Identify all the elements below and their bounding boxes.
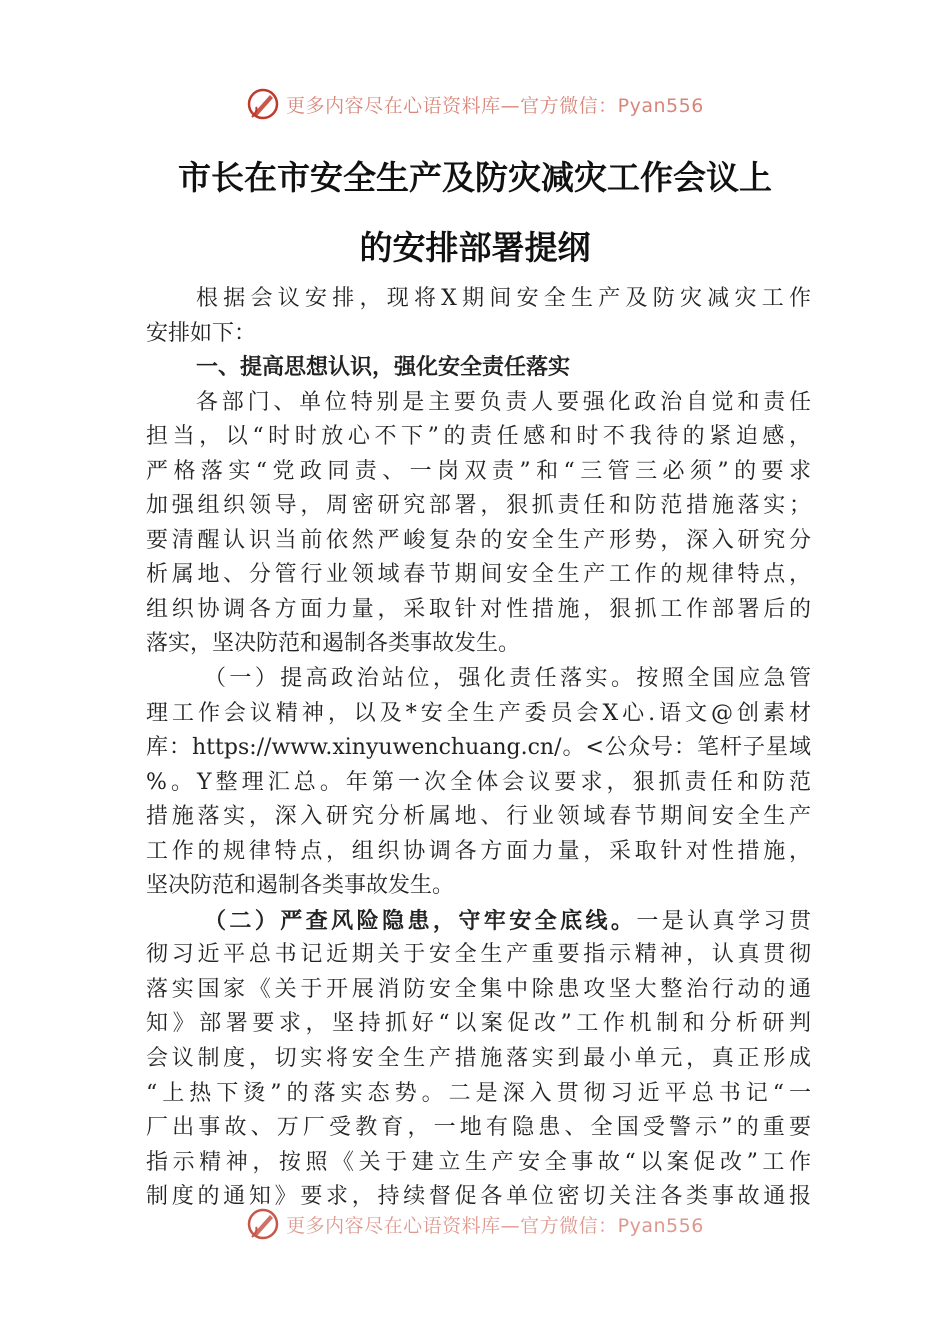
paragraph-line: 要清醒认识当前依然严峻复杂的安全生产形势，深入研究分 bbox=[146, 527, 811, 553]
paragraph-line: 加强组织领导，周密研究部署，狠抓责任和防范措施落实； bbox=[146, 493, 811, 519]
paragraph-line: 厂出事故、万厂受教育，一地有隐患、全国受警示”的重要 bbox=[146, 1115, 811, 1141]
paragraph-line: 会议制度，切实将安全生产措施落实到最小单元，真正形成 bbox=[146, 1046, 811, 1072]
section-heading: 一、提高思想认识，强化安全责任落实 bbox=[196, 355, 571, 381]
paragraph-line: （一）提高政治站位，强化责任落实。按照全国应急管 bbox=[204, 666, 811, 692]
paragraph-line: 落实，坚决防范和遏制各类事故发生。 bbox=[146, 631, 521, 657]
paragraph-line: %。Y整理汇总。年第一次全体会议要求，狠抓责任和防范 bbox=[146, 769, 811, 795]
paragraph-line: 指示精神，按照《关于建立生产安全事故“以案促改”工作 bbox=[146, 1149, 811, 1175]
pen-logo-icon bbox=[246, 1207, 280, 1241]
paragraph-line: 知》部署要求，坚持抓好“以案促改”工作机制和分析研判 bbox=[146, 1011, 811, 1037]
paragraph-line: 根据会议安排，现将X期间安全生产及防灾减灾工作 bbox=[196, 286, 811, 311]
document-title-line-2: 的安排部署提纲 bbox=[359, 228, 591, 267]
watermark-footer bbox=[0, 1204, 950, 1244]
paragraph-text: 一是认真学习贯 bbox=[636, 908, 811, 934]
paragraph-line: 工作的规律特点，组织协调各方面力量，采取针对性措施， bbox=[146, 838, 811, 864]
document-body bbox=[146, 282, 811, 1210]
watermark-text: 更多内容尽在心语资料库—官方微信：Pyan556 bbox=[286, 1214, 704, 1237]
subsection-heading: （二）严查风险隐患，守牢安全底线。 bbox=[204, 907, 637, 934]
paragraph-line: “上热下烫”的落实态势。二是深入贯彻习近平总书记“一 bbox=[146, 1080, 811, 1106]
paragraph-line: 析属地、分管行业领域春节期间安全生产工作的规律特点， bbox=[146, 562, 811, 588]
paragraph-line: 担当，以“时时放心不下”的责任感和时不我待的紧迫感， bbox=[146, 424, 811, 450]
paragraph-line: 落实国家《关于开展消防安全集中除患攻坚大整治行动的通 bbox=[146, 976, 811, 1002]
pen-logo-icon bbox=[246, 87, 280, 121]
paragraph-line: 坚决防范和遏制各类事故发生。 bbox=[146, 873, 455, 899]
paragraph-line: 组织协调各方面力量，采取针对性措施，狠抓工作部署后的 bbox=[146, 596, 811, 622]
paragraph-line: 严格落实“党政同责、一岗双责”和“三管三必须”的要求 bbox=[146, 458, 811, 484]
paragraph-line: 制度的通知》要求，持续督促各单位密切关注各类事故通报 bbox=[146, 1184, 811, 1210]
paragraph-line: 库：https://www.xinyuwenchuang.cn/。<公众号：笔杆子星域 bbox=[146, 735, 811, 761]
paragraph-line bbox=[146, 904, 811, 939]
watermark-header bbox=[0, 84, 950, 124]
paragraph-line: 理工作会议精神，以及*安全生产委员会X心.语文@创素材 bbox=[146, 700, 811, 726]
paragraph-line: 安排如下： bbox=[146, 320, 257, 346]
paragraph-line: 彻习近平总书记近期关于安全生产重要指示精神，认真贯彻 bbox=[146, 942, 811, 968]
document-title-line-1: 市长在市安全生产及防灾减灾工作会议上 bbox=[178, 158, 772, 197]
paragraph-line: 措施落实，深入研究分析属地、行业领域春节期间安全生产 bbox=[146, 804, 811, 830]
paragraph-line: 各部门、单位特别是主要负责人要强化政治自觉和责任 bbox=[196, 389, 811, 415]
watermark-text: 更多内容尽在心语资料库—官方微信：Pyan556 bbox=[286, 94, 704, 117]
